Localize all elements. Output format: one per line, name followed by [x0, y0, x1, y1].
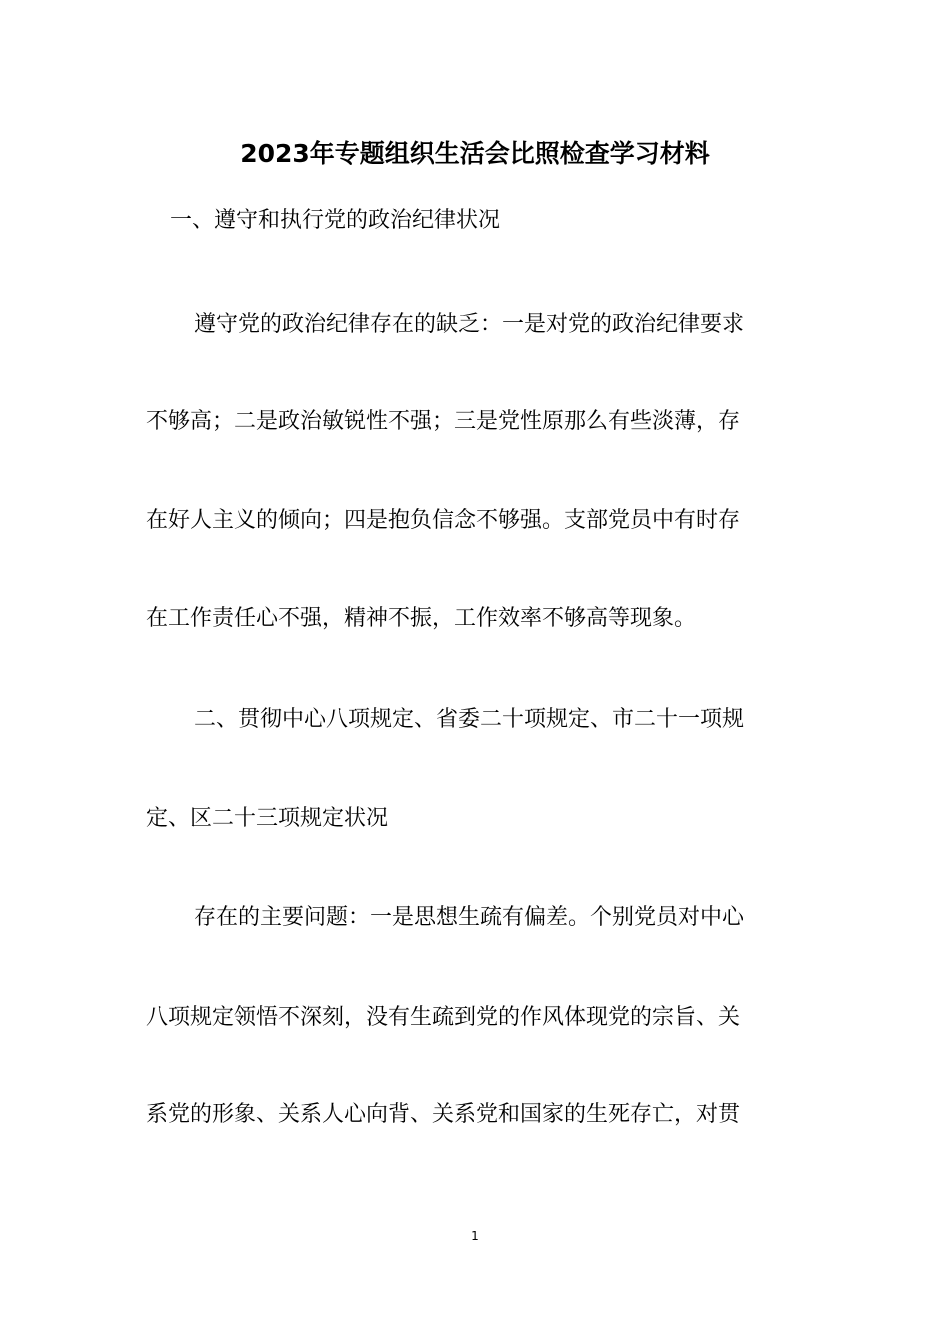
- paragraph-2-line-2: 八项规定领悟不深刻，没有生疏到党的作风体现党的宗旨、关: [146, 1005, 741, 1030]
- page-number: 1: [471, 1229, 479, 1243]
- paragraph-1-line-4: 在工作责任心不强，精神不振，工作效率不够高等现象。: [146, 606, 697, 631]
- section-heading-2-line-1: 二、贯彻中心八项规定、省委二十项规定、市二十一项规: [194, 707, 745, 732]
- document-title: 2023年专题组织生活会比照检查学习材料: [240, 139, 710, 168]
- paragraph-1-line-3: 在好人主义的倾向；四是抱负信念不够强。支部党员中有时存: [146, 508, 741, 533]
- section-heading-1: 一、遵守和执行党的政治纪律状况: [170, 208, 501, 233]
- paragraph-2-line-1: 存在的主要问题：一是思想生疏有偏差。个别党员对中心: [194, 905, 745, 930]
- paragraph-1-line-2: 不够高；二是政治敏锐性不强；三是党性原那么有些淡薄，存: [146, 409, 741, 434]
- section-heading-2-line-2: 定、区二十三项规定状况: [146, 806, 389, 831]
- paragraph-2-line-3: 系党的形象、关系人心向背、关系党和国家的生死存亡，对贯: [146, 1102, 741, 1127]
- paragraph-1-line-1: 遵守党的政治纪律存在的缺乏：一是对党的政治纪律要求: [194, 312, 745, 337]
